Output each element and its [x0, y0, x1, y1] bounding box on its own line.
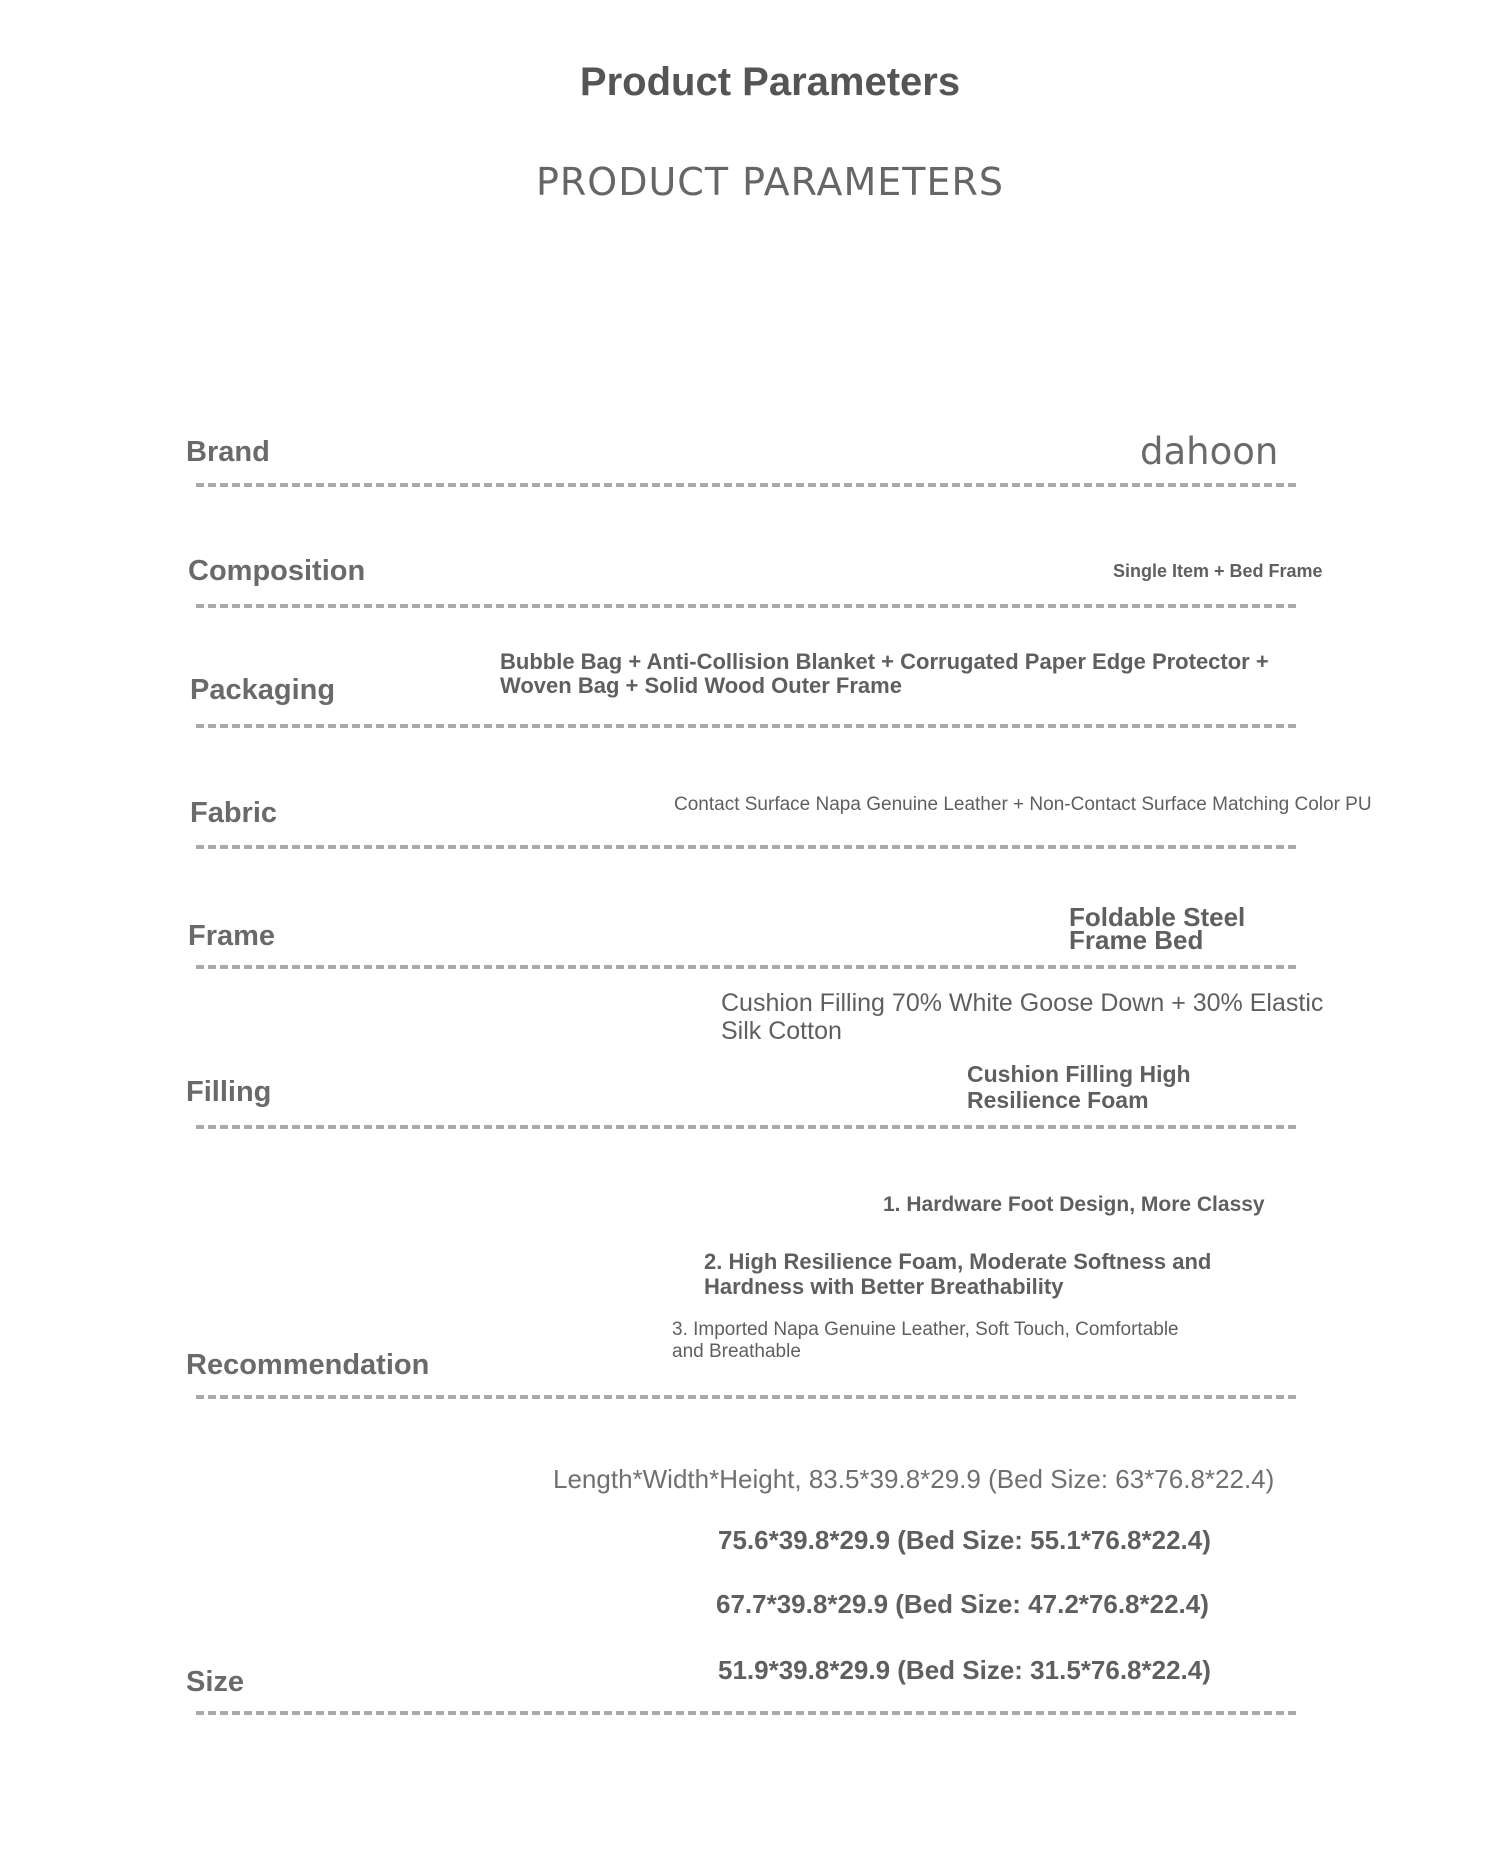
recommendation-item-2-line2: Hardness with Better Breathability	[704, 1274, 1064, 1299]
recommendation-item-3-line2: and Breathable	[672, 1341, 801, 1362]
size-line-1: Length*Width*Height, 83.5*39.8*29.9 (Bed Size: 63*76.8*22.4)	[553, 1464, 1275, 1494]
recommendation-item-3-line1: 3. Imported Napa Genuine Leather, Soft Touch, Comfortable	[672, 1319, 1179, 1340]
fabric-value: Contact Surface Napa Genuine Leather + Non-Contact Surface Matching Color PU	[674, 794, 1372, 815]
size-line-2: 75.6*39.8*29.9 (Bed Size: 55.1*76.8*22.4)	[718, 1525, 1211, 1555]
brand-value: dahoon	[1140, 430, 1279, 473]
section-heading: PRODUCT PARAMETERS	[535, 160, 1004, 204]
recommendation-label: Recommendation	[186, 1349, 430, 1381]
brand-label: Brand	[186, 436, 270, 468]
size-label: Size	[186, 1666, 245, 1698]
size-line-4: 51.9*39.8*29.9 (Bed Size: 31.5*76.8*22.4)	[718, 1655, 1211, 1685]
recommendation-divider	[196, 1395, 1296, 1399]
frame-value-line1: Foldable Steel	[1069, 902, 1246, 932]
size-line-3: 67.7*39.8*29.9 (Bed Size: 47.2*76.8*22.4)	[716, 1589, 1209, 1619]
brand-divider	[196, 483, 1296, 487]
packaging-value-line1: Bubble Bag + Anti-Collision Blanket + Corrugated Paper Edge Protector +	[500, 649, 1269, 674]
frame-value-line2: Frame Bed	[1069, 925, 1204, 955]
fabric-label: Fabric	[190, 797, 278, 829]
packaging-divider	[196, 724, 1296, 728]
page-title: Product Parameters	[579, 60, 961, 104]
filling-foam-line2: Resilience Foam	[967, 1087, 1149, 1113]
composition-divider	[196, 604, 1296, 608]
packaging-label: Packaging	[190, 674, 336, 706]
filling-foam-line1: Cushion Filling High	[967, 1061, 1191, 1087]
filling-divider	[196, 1125, 1296, 1129]
filling-label: Filling	[186, 1076, 272, 1108]
composition-label: Composition	[188, 555, 366, 587]
recommendation-item-1: 1. Hardware Foot Design, More Classy	[883, 1193, 1265, 1216]
fabric-divider	[196, 845, 1296, 849]
packaging-value-line2: Woven Bag + Solid Wood Outer Frame	[500, 673, 902, 698]
composition-value: Single Item + Bed Frame	[1113, 561, 1323, 581]
frame-divider	[196, 965, 1296, 969]
filling-value-line2: Silk Cotton	[721, 1017, 842, 1045]
filling-value-line1: Cushion Filling 70% White Goose Down + 30% Elastic	[721, 989, 1324, 1017]
recommendation-item-2-line1: 2. High Resilience Foam, Moderate Softness and	[704, 1249, 1212, 1274]
size-divider	[196, 1711, 1296, 1715]
frame-label: Frame	[188, 920, 276, 952]
